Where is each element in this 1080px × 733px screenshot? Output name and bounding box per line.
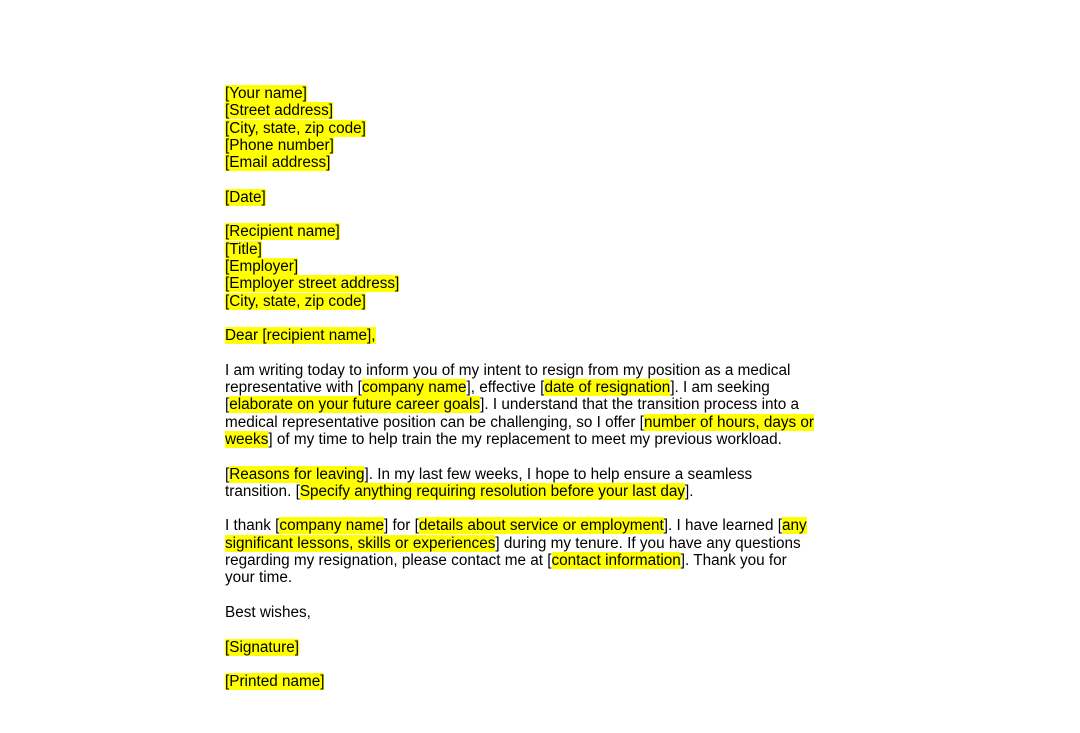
body-text: ] for [: [384, 517, 419, 535]
recipient-name: [Recipient name]: [225, 223, 340, 241]
body-text: ] of my time to help train the my replacement to meet my previous workload.: [268, 430, 782, 448]
placeholder-text: contact information: [551, 552, 681, 570]
body-paragraphs: [225, 362, 825, 587]
body-text: ]. Thank you for your time.: [225, 552, 787, 587]
salutation: Dear [recipient name],: [225, 327, 376, 345]
body-text: I am writing today to inform you of my intent to resign from my position as a medical representative with [: [225, 361, 791, 397]
date-block: [225, 189, 825, 206]
recipient-block: [225, 223, 825, 309]
body-text: ] during my tenure. If you have any questions regarding my resignation, please contact me at [: [225, 534, 801, 570]
closing: Best wishes,: [225, 603, 311, 621]
recipient-employer: [Employer]: [225, 257, 299, 275]
placeholder-text: date of resignation: [544, 379, 671, 397]
body-paragraph: [225, 362, 815, 448]
body-text: I thank [: [225, 517, 280, 535]
sender-name: [Your name]: [225, 85, 307, 102]
signature-block: [225, 639, 825, 656]
printed-name-block: [225, 673, 825, 690]
body-paragraph: [225, 517, 815, 586]
sender-street: [Street address]: [225, 102, 333, 120]
closing-block: [225, 604, 825, 621]
placeholder-text: company name: [279, 517, 385, 535]
placeholder-text: any significant lessons, skills or experiences: [225, 517, 807, 552]
body-text: ]. I have learned [: [663, 517, 782, 535]
printed-name: [Printed name]: [225, 673, 325, 691]
body-text: ]. I am seeking [: [225, 379, 770, 414]
salutation-block: [225, 327, 825, 344]
placeholder-text: company name: [361, 379, 467, 397]
placeholder-text: Reasons for leaving: [229, 465, 365, 483]
body-text: ]. I understand that the transition process into a medical representative position can be challenging, so I offer [: [225, 396, 799, 431]
letter-body: [225, 85, 825, 708]
letter-date: [Date]: [225, 188, 266, 206]
signature: [Signature]: [225, 638, 299, 656]
recipient-city: [City, state, zip code]: [225, 292, 366, 310]
body-text: [: [225, 465, 230, 483]
sender-city: [City, state, zip code]: [225, 119, 366, 137]
placeholder-text: number of hours, days or weeks: [225, 413, 814, 448]
body-text: ].: [685, 482, 694, 500]
sender-block: [225, 85, 825, 171]
body-paragraph: [225, 466, 815, 501]
sender-phone: [Phone number]: [225, 136, 334, 154]
recipient-street: [Employer street address]: [225, 275, 400, 293]
placeholder-text: elaborate on your future career goals: [229, 396, 481, 414]
placeholder-text: Specify anything requiring resolution before your last day: [299, 482, 686, 500]
placeholder-text: details about service or employment: [418, 517, 664, 535]
body-text: ], effective [: [466, 379, 545, 397]
sender-email: [Email address]: [225, 154, 331, 172]
recipient-title: [Title]: [225, 240, 262, 258]
body-text: ]. In my last few weeks, I hope to help ensure a seamless transition. [: [225, 465, 753, 500]
